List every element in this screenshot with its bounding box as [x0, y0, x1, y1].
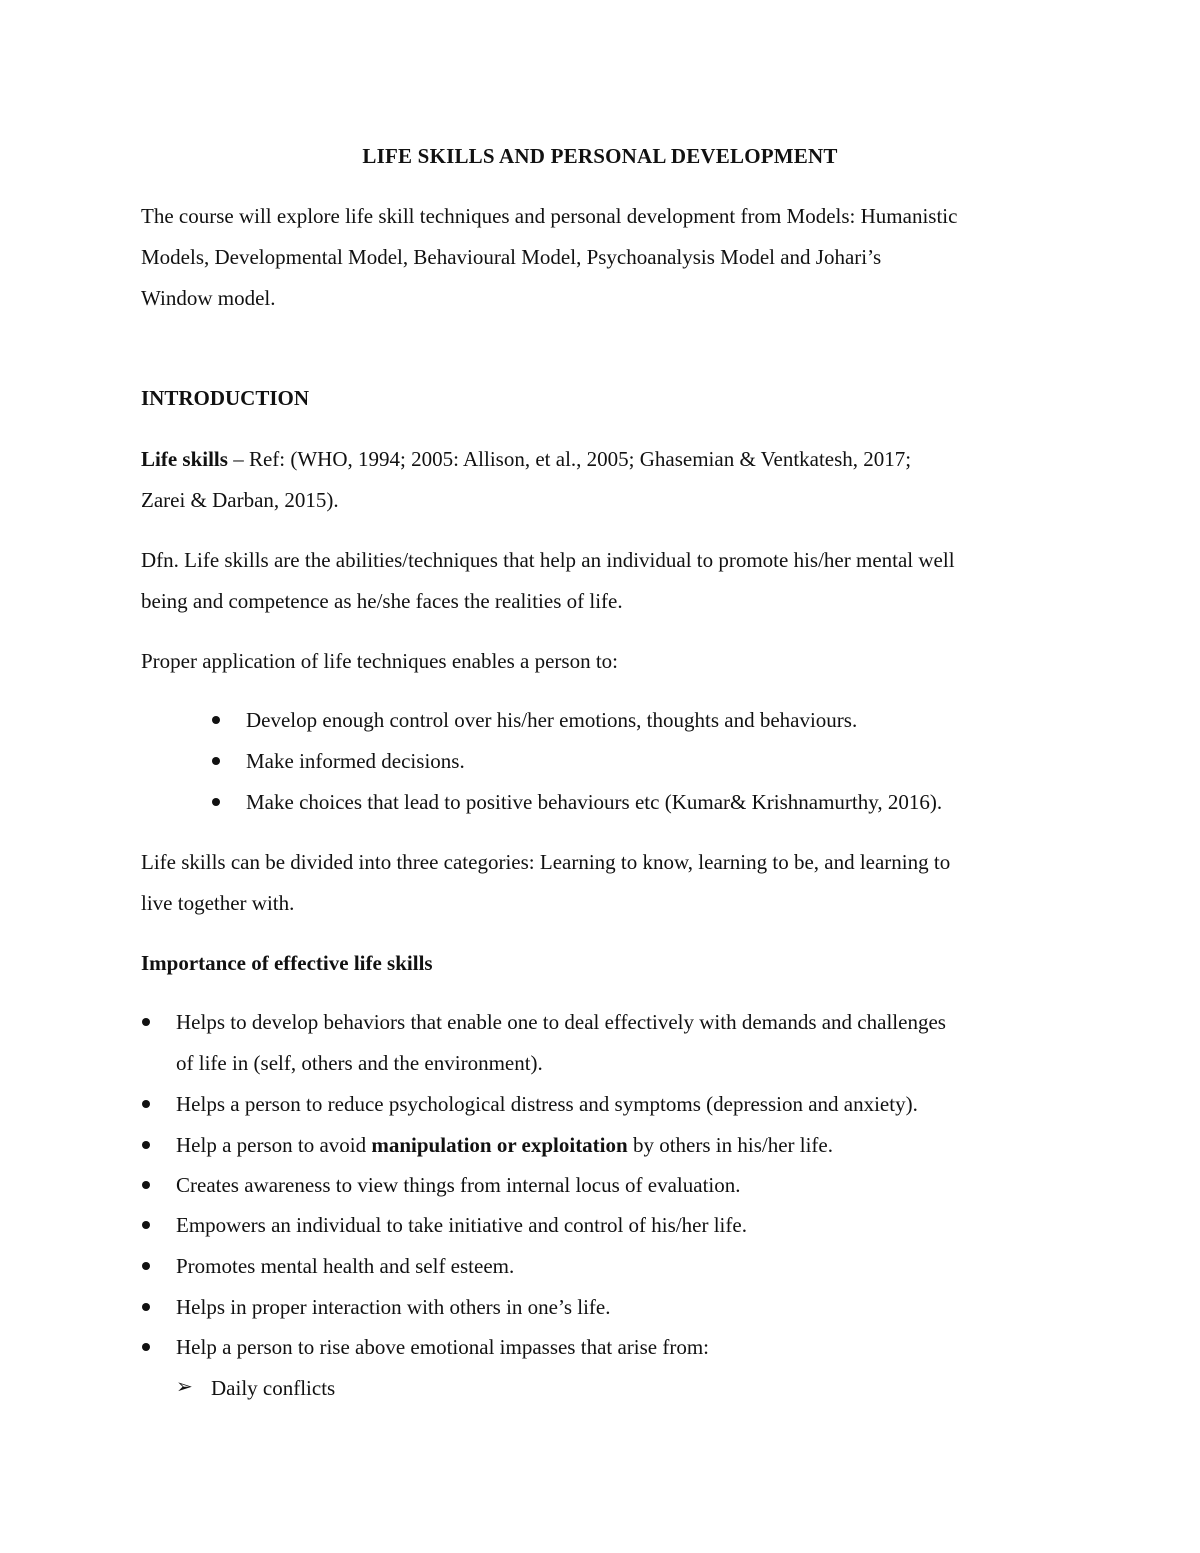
importance-item-1-line-2: of life in (self, others and the environment).: [176, 1051, 543, 1075]
definition-line-1: Dfn. Life skills are the abilities/techniques that help an individual to promote his/her mental well: [141, 548, 955, 572]
reference-line-2: Zarei & Darban, 2015).: [141, 488, 339, 512]
bullet-icon: [142, 1100, 150, 1108]
intro-line-3: Window model.: [141, 286, 276, 310]
bullet-icon: [142, 1018, 150, 1026]
importance-item-5: Empowers an individual to take initiative and control of his/her life.: [176, 1213, 747, 1237]
categories-line-1: Life skills can be divided into three categories: Learning to know, learning to be, and learning to: [141, 850, 951, 874]
document-title: LIFE SKILLS AND PERSONAL DEVELOPMENT: [362, 144, 838, 168]
definition-line-2: being and competence as he/she faces the realities of life.: [141, 589, 623, 613]
application-intro: Proper application of life techniques enables a person to:: [141, 649, 619, 673]
importance-item-8: Help a person to rise above emotional impasses that arise from:: [176, 1335, 710, 1359]
bullet-icon: [212, 798, 220, 806]
importance-item-7: Helps in proper interaction with others in one’s life.: [176, 1295, 611, 1319]
importance-heading: Importance of effective life skills: [141, 951, 433, 975]
application-item-3: Make choices that lead to positive behaviours etc (Kumar& Krishnamurthy, 2016).: [246, 790, 943, 814]
importance-item-4: Creates awareness to view things from internal locus of evaluation.: [176, 1173, 741, 1197]
importance-item-3-pre: Help a person to avoid: [176, 1133, 372, 1157]
importance-item-6: Promotes mental health and self esteem.: [176, 1254, 515, 1278]
bullet-icon: [142, 1221, 150, 1229]
importance-item-3-bold: manipulation or exploitation: [371, 1133, 628, 1157]
intro-line-1: The course will explore life skill techniques and personal development from Models: Humanistic: [141, 204, 958, 228]
bullet-icon: [212, 716, 220, 724]
intro-line-2: Models, Developmental Model, Behavioural Model, Psychoanalysis Model and Johari’s: [141, 245, 882, 269]
sub-item-1: Daily conflicts: [211, 1376, 336, 1400]
bullet-icon: [142, 1181, 150, 1189]
bullet-icon: [212, 757, 220, 765]
reference-text: – Ref: (WHO, 1994; 2005: Allison, et al., 2005; Ghasemian & Ventkatesh, 2017;: [227, 447, 912, 471]
importance-item-1-line-1: Helps to develop behaviors that enable one to deal effectively with demands and challenges: [176, 1010, 946, 1034]
importance-item-2: Helps a person to reduce psychological distress and symptoms (depression and anxiety).: [176, 1092, 918, 1116]
bullet-icon: [142, 1343, 150, 1351]
bullet-icon: [142, 1262, 150, 1270]
importance-item-3-post: by others in his/her life.: [627, 1133, 833, 1157]
reference-line-1: [141, 445, 911, 473]
bullet-icon: [142, 1141, 150, 1149]
importance-item-3: [176, 1131, 833, 1159]
section-heading-introduction: INTRODUCTION: [141, 386, 310, 410]
bullet-icon: [142, 1303, 150, 1311]
categories-line-2: live together with.: [141, 891, 295, 915]
life-skills-term: Life skills: [141, 447, 228, 471]
application-item-1: Develop enough control over his/her emotions, thoughts and behaviours.: [246, 708, 858, 732]
application-item-2: Make informed decisions.: [246, 749, 465, 773]
arrow-bullet-icon: ➢: [176, 1376, 193, 1398]
